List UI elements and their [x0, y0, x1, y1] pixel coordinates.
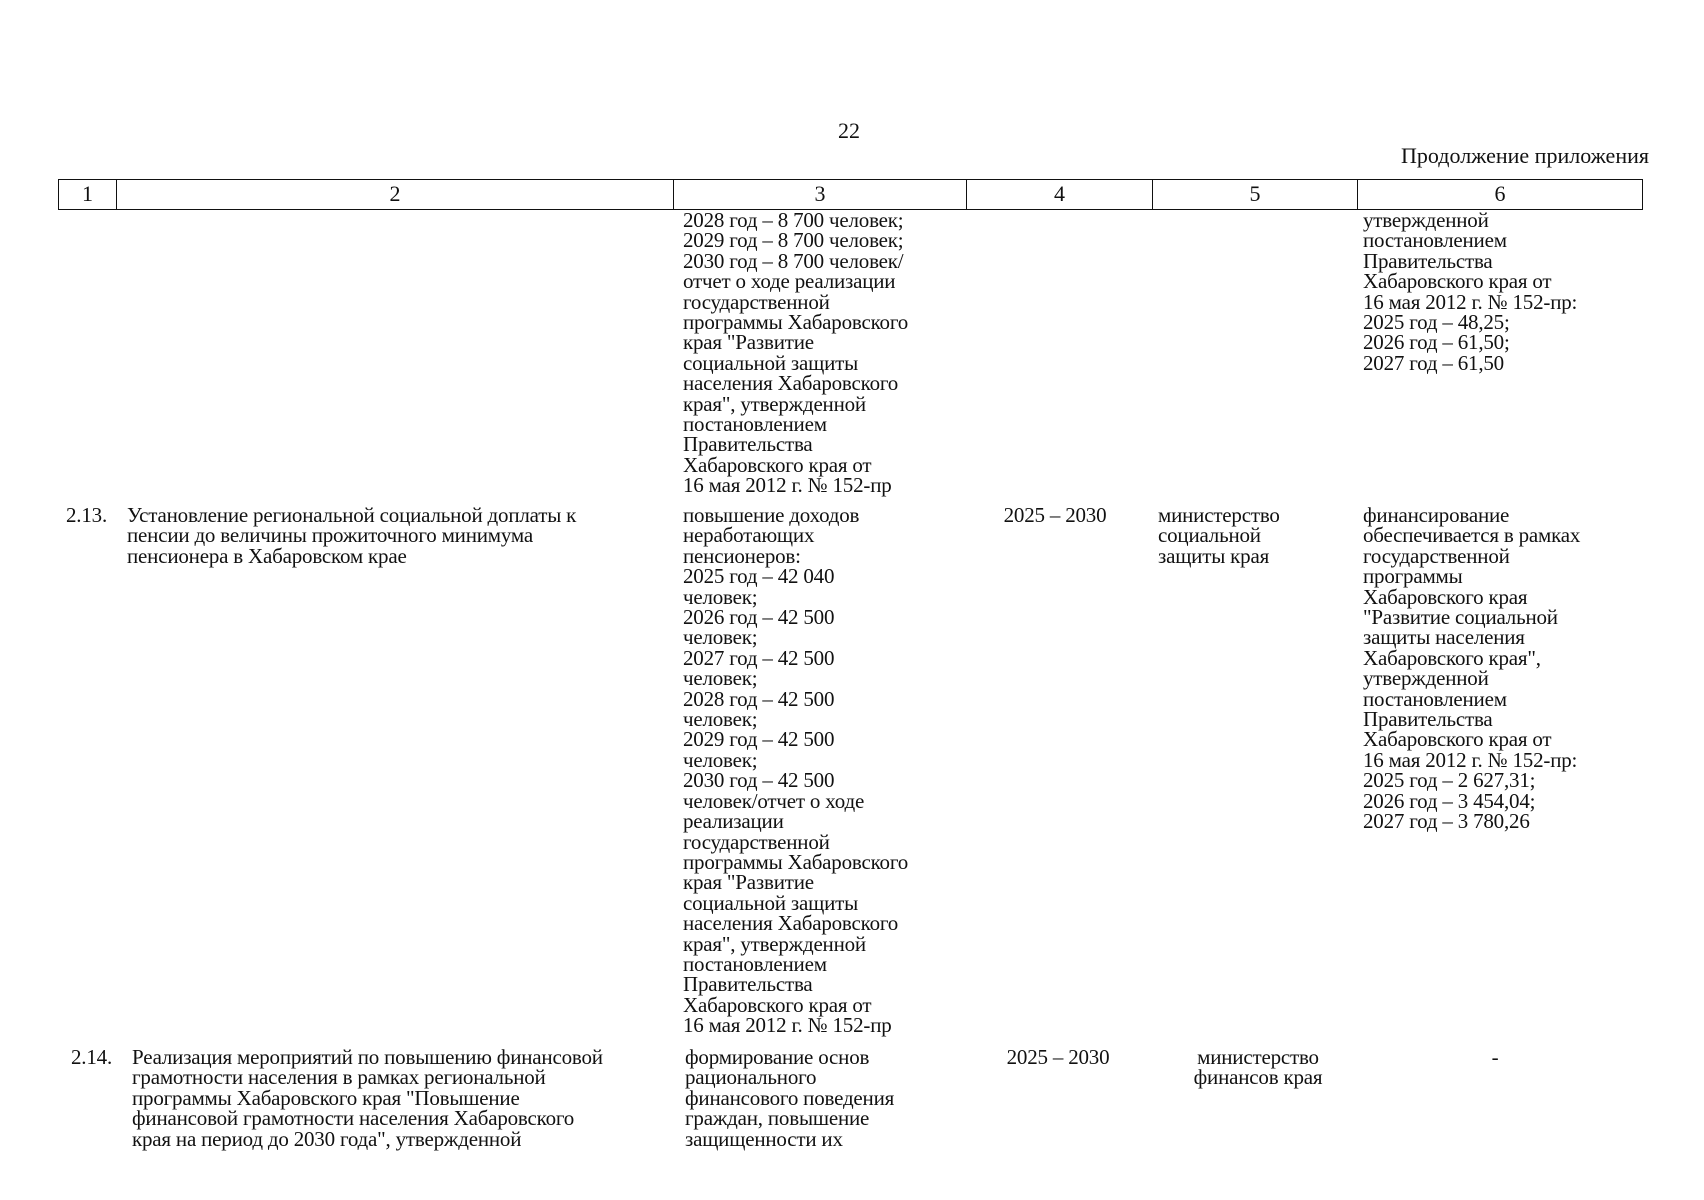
header-col-2: 2	[116, 180, 673, 209]
row-2-13-financing: финансирование обеспечивается в рамках государственной программы Хабаровского края "Развитие социальной защиты населения Хабаровского края", утвержденной постановлением Правительства Хабаровского края от 16 мая 2012 г. № 152-пр: 2025 год – 2 627,31; 2026 год – 3 454,04; 2027 год – 3 780,26	[1363, 503, 1581, 834]
header-col-3: 3	[673, 180, 966, 209]
page-number: 22	[838, 118, 860, 143]
table-header-row	[58, 179, 1643, 210]
row-2-13-years: 2025 – 2030	[1003, 503, 1107, 527]
row-2-14-years: 2025 – 2030	[1006, 1045, 1110, 1069]
row-2-14-description: Реализация мероприятий по повышению финансовой грамотности населения в рамках региональной программы Хабаровского края "Повышение финансовой грамотности населения Хабаровского края на период до 2030 года", утвержденной	[132, 1045, 603, 1151]
header-col-4: 4	[966, 180, 1152, 209]
continued-row-results: 2028 год – 8 700 человек; 2029 год – 8 700 человек; 2030 год – 8 700 человек/ отчет о ходе реализации государственной программы Хабаровского края "Развитие социальной защиты населения Хабаровского края", утвержденной постановлением Правительства Хабаровского края от 16 мая 2012 г. № 152-пр	[683, 208, 909, 498]
row-2-13-number: 2.13.	[66, 503, 108, 527]
continuation-label: Продолжение приложения	[1401, 143, 1649, 168]
row-2-14-financing: -	[1491, 1045, 1499, 1069]
row-2-14-results: формирование основ рационального финансового поведения граждан, повышение защищенности их	[685, 1045, 895, 1151]
row-2-14-executor: министерство финансов края	[1193, 1045, 1323, 1090]
row-2-14-number: 2.14.	[71, 1045, 113, 1069]
row-2-13-description: Установление региональной социальной доплаты к пенсии до величины прожиточного минимума пенсионера в Хабаровском крае	[127, 503, 577, 568]
continued-row-financing: утвержденной постановлением Правительства Хабаровского края от 16 мая 2012 г. № 152-пр: 2025 год – 48,25; 2026 год – 61,50; 2027 год – 61,50	[1363, 208, 1578, 375]
header-col-1: 1	[82, 181, 93, 206]
row-2-13-executor: министерство социальной защиты края	[1158, 503, 1280, 568]
header-col-5: 5	[1152, 180, 1357, 209]
row-2-13-results: повышение доходов неработающих пенсионеров: 2025 год – 42 040 человек; 2026 год – 42 500 человек; 2027 год – 42 500 человек; 2028 год – 42 500 человек; 2029 год – 42 500 человек; 2030 год – 42 500 человек/отчет о ходе реализации государственной программы Хабаровского края "Развитие социальной защиты населения Хабаровского края", утвержденной постановлением Правительства Хабаровского края от 16 мая 2012 г. № 152-пр	[683, 503, 909, 1038]
header-col-6: 6	[1357, 180, 1642, 209]
